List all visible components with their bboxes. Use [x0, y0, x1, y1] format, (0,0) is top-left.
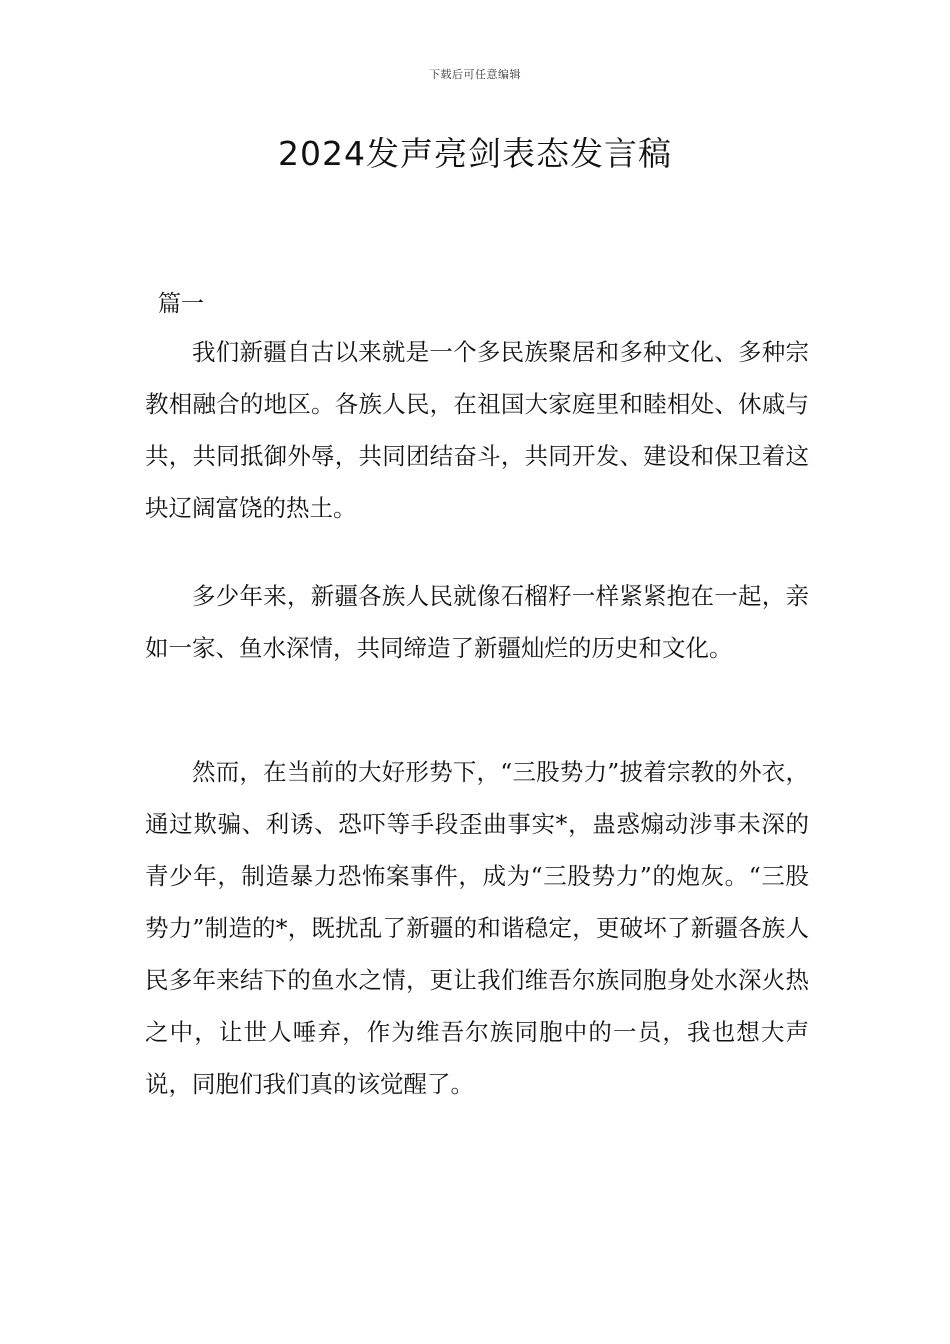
section-label: 篇一 — [158, 291, 204, 317]
header-note: 下载后可任意编辑 — [429, 68, 521, 81]
paragraph-2: 多少年来，新疆各族人民就像石榴籽一样紧紧抱在一起，亲如一家、鱼水深情，共同缔造了新疆灿烂的历史和文化。 — [145, 582, 809, 662]
paragraph-1: 我们新疆自古以来就是一个多民族聚居和多种文化、多种宗教相融合的地区。各族人民，在祖国大家庭里和睦相处、休戚与共，共同抵御外辱，共同团结奋斗，共同开发、建设和保卫着这块辽阔富饶的热土。 — [145, 338, 809, 522]
paragraph-3: 然而，在当前的大好形势下，“三股势力”披着宗教的外衣，通过欺骗、利诱、恐吓等手段歪曲事实*，蛊惑煽动涉事未深的青少年，制造暴力恐怖案事件，成为“三股势力”的炮灰。“三股势力”制造的*，既扰乱了新疆的和谐稳定，更破坏了新疆各族人民多年来结下的鱼水之情，更让我们维吾尔族同胞身处水深火热之中，让世人唾弃，作为维吾尔族同胞中的一员，我也想大声说，同胞们我们真的该觉醒了。 — [145, 758, 809, 1098]
document-title: 2024发声亮剑表态发言稿 — [278, 134, 672, 173]
